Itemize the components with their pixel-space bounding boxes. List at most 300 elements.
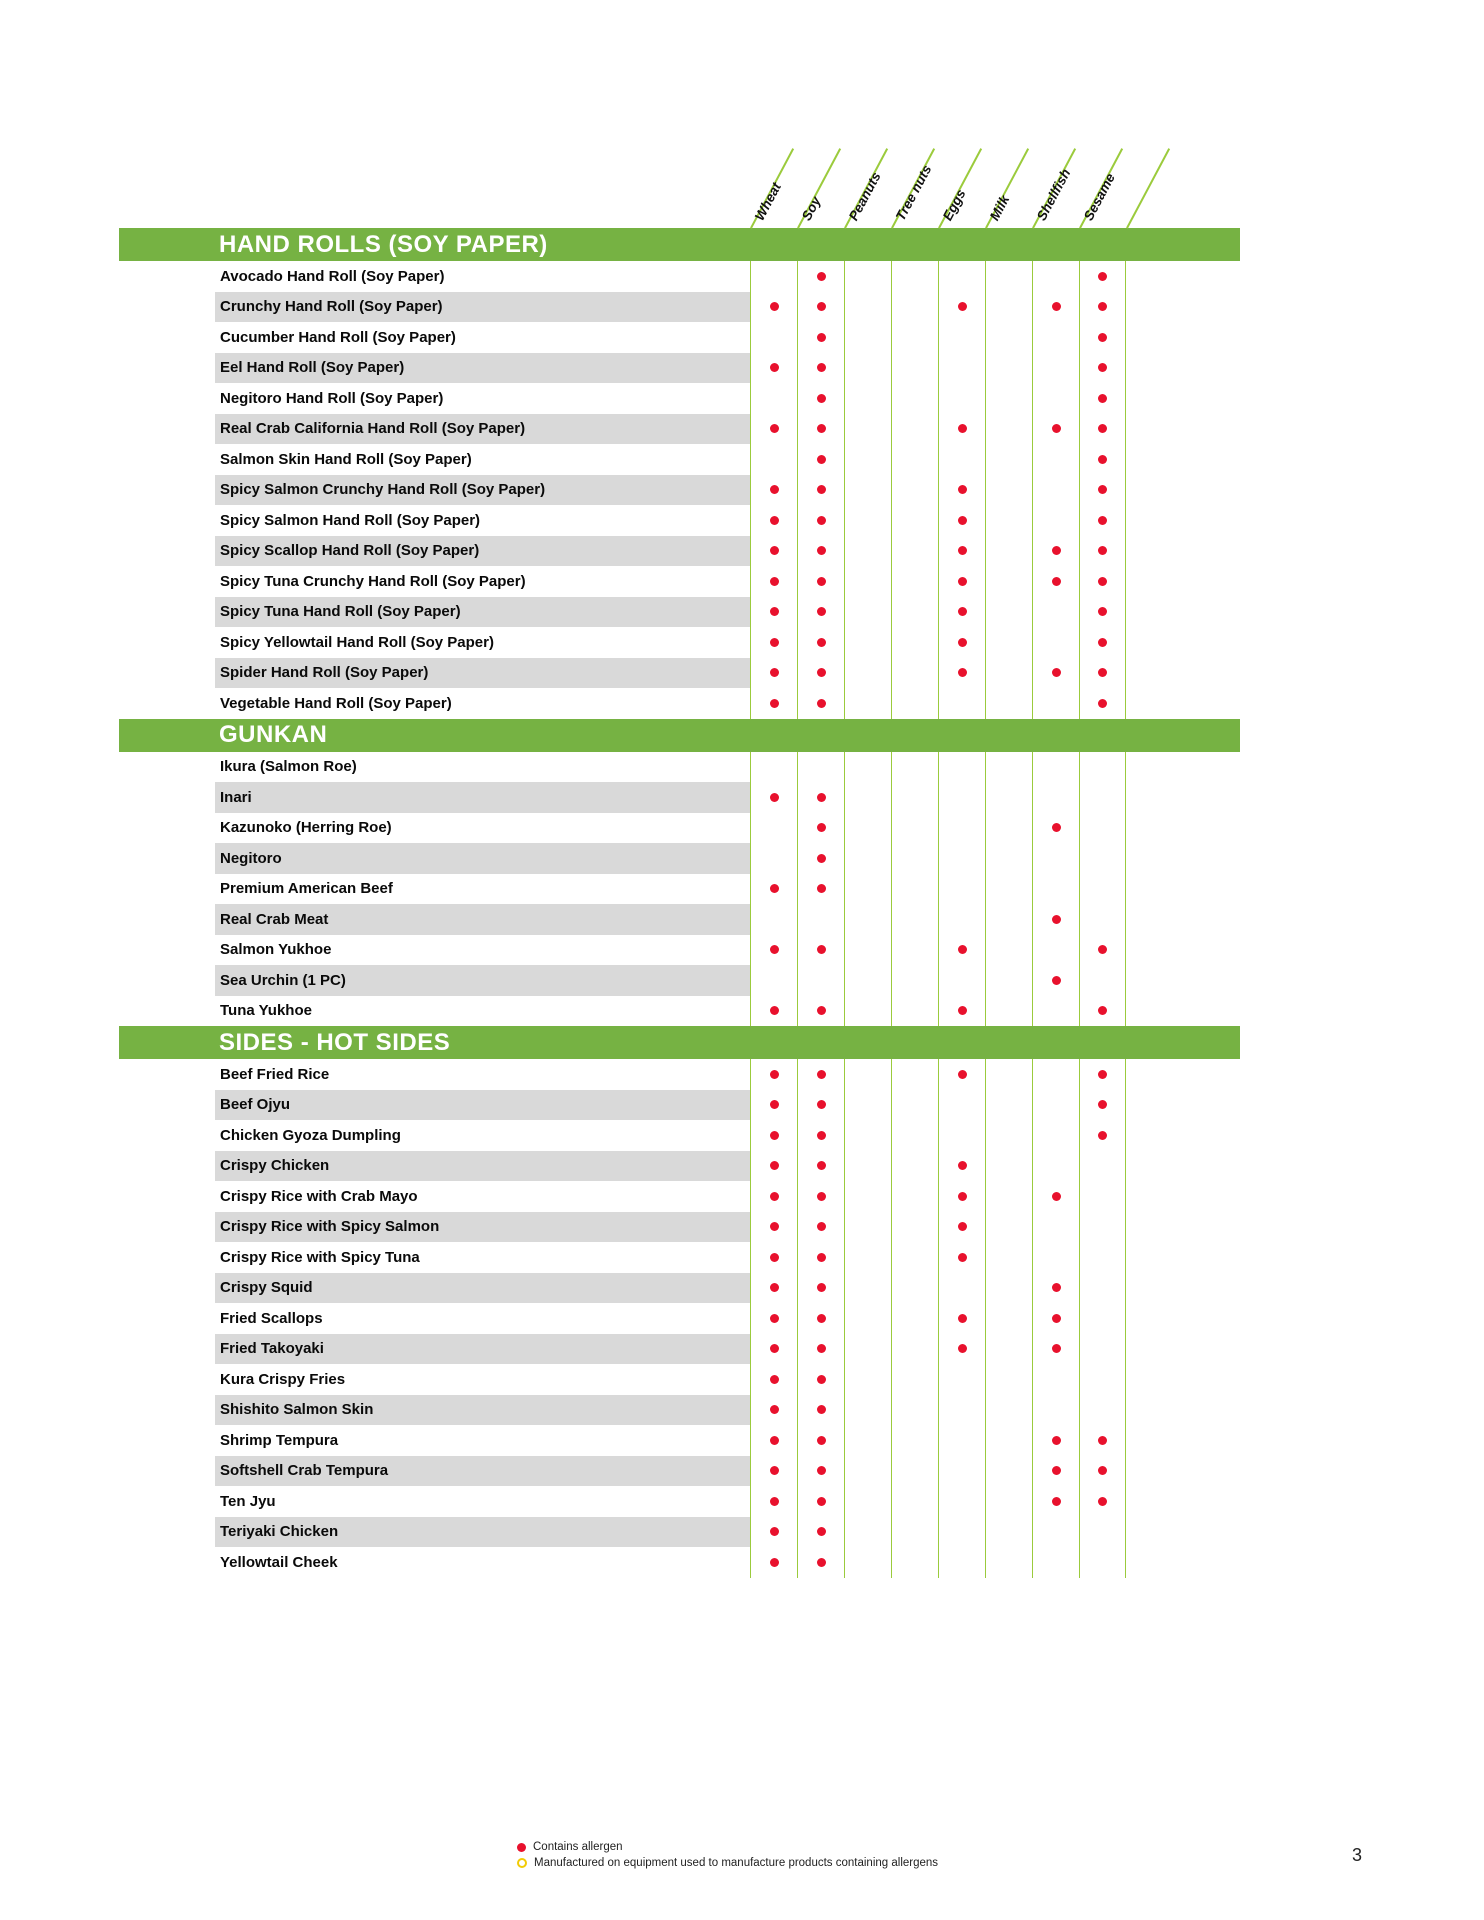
allergen-cells (750, 261, 1126, 292)
allergen-cell-milk (985, 1212, 1032, 1243)
contains-allergen-dot (1098, 638, 1107, 647)
allergen-cells (750, 1364, 1126, 1395)
allergen-cell-eggs (938, 1273, 985, 1304)
allergen-cell-wheat (750, 475, 797, 506)
allergen-cell-eggs (938, 597, 985, 628)
item-name-cell (119, 658, 750, 689)
contains-allergen-dot (958, 1253, 967, 1262)
allergen-cell-soy (797, 536, 844, 567)
allergen-cell-soy (797, 813, 844, 844)
legend-equipment-label: Manufactured on equipment used to manufacture products containing allergens (534, 1857, 939, 1869)
allergen-cell-wheat (750, 874, 797, 905)
table-row (119, 597, 1240, 628)
allergen-cell-wheat (750, 996, 797, 1027)
allergen-cell-sesame (1079, 1212, 1126, 1243)
allergen-cell-wheat (750, 1425, 797, 1456)
item-name-cell (119, 688, 750, 719)
allergen-cells (750, 292, 1126, 323)
item-name-cell (119, 353, 750, 384)
contains-allergen-dot (817, 1497, 826, 1506)
allergen-cell-wheat (750, 444, 797, 475)
allergen-cell-peanuts (844, 1486, 891, 1517)
allergen-cell-tree-nuts (891, 505, 938, 536)
item-name: Salmon Skin Hand Roll (Soy Paper) (220, 450, 472, 468)
contains-allergen-dot (770, 363, 779, 372)
allergen-cell-tree-nuts (891, 1517, 938, 1548)
allergen-cell-milk (985, 782, 1032, 813)
allergen-cell-shellfish (1032, 935, 1079, 966)
allergen-cell-tree-nuts (891, 414, 938, 445)
allergen-cell-eggs (938, 1181, 985, 1212)
allergen-cell-soy (797, 688, 844, 719)
item-name-cell (119, 904, 750, 935)
allergen-cell-shellfish (1032, 627, 1079, 658)
allergen-cells (750, 1334, 1126, 1365)
allergen-cells (750, 597, 1126, 628)
allergen-cell-wheat (750, 414, 797, 445)
allergen-cell-milk (985, 1242, 1032, 1273)
allergen-cell-eggs (938, 996, 985, 1027)
allergen-cell-tree-nuts (891, 566, 938, 597)
contains-allergen-dot (770, 485, 779, 494)
allergen-cell-soy (797, 1486, 844, 1517)
item-name: Spicy Salmon Hand Roll (Soy Paper) (220, 511, 481, 529)
allergen-cell-sesame (1079, 688, 1126, 719)
item-name-cell (119, 1059, 750, 1090)
allergen-cell-soy (797, 996, 844, 1027)
allergen-cells (750, 322, 1126, 353)
column-header-soy: Soy (798, 194, 824, 223)
allergen-cell-sesame (1079, 843, 1126, 874)
allergen-cell-shellfish (1032, 1151, 1079, 1182)
item-name-cell (119, 505, 750, 536)
allergen-cell-eggs (938, 965, 985, 996)
item-name-cell (119, 1547, 750, 1578)
allergen-cell-sesame (1079, 782, 1126, 813)
allergen-cell-shellfish (1032, 444, 1079, 475)
item-name: Crispy Rice with Spicy Tuna (220, 1248, 420, 1266)
allergen-cell-wheat (750, 1151, 797, 1182)
contains-allergen-dot (1098, 455, 1107, 464)
allergen-table (119, 130, 1240, 1578)
contains-allergen-dot (770, 1466, 779, 1475)
allergen-cell-wheat (750, 1212, 797, 1243)
allergen-cell-sesame (1079, 1181, 1126, 1212)
contains-allergen-dot (817, 363, 826, 372)
allergen-cell-eggs (938, 874, 985, 905)
allergen-cell-eggs (938, 1395, 985, 1426)
allergen-cell-shellfish (1032, 1273, 1079, 1304)
section-title: HAND ROLLS (SOY PAPER) (219, 230, 548, 258)
allergen-cell-tree-nuts (891, 935, 938, 966)
allergen-cell-eggs (938, 1364, 985, 1395)
allergen-cell-milk (985, 475, 1032, 506)
item-name-cell (119, 843, 750, 874)
allergen-cell-soy (797, 874, 844, 905)
allergen-cell-shellfish (1032, 1059, 1079, 1090)
allergen-cell-sesame (1079, 1120, 1126, 1151)
table-row (119, 1242, 1240, 1273)
contains-allergen-dot (817, 1344, 826, 1353)
allergen-cell-sesame (1079, 353, 1126, 384)
contains-allergen-dot (1098, 945, 1107, 954)
item-name-cell (119, 383, 750, 414)
allergen-cell-peanuts (844, 414, 891, 445)
allergen-cell-tree-nuts (891, 444, 938, 475)
item-name: Eel Hand Roll (Soy Paper) (215, 353, 750, 384)
table-row (119, 1303, 1240, 1334)
allergen-cell-eggs (938, 658, 985, 689)
table-row (119, 292, 1240, 323)
allergen-cell-peanuts (844, 383, 891, 414)
allergen-cell-milk (985, 292, 1032, 323)
contains-allergen-dot (770, 1436, 779, 1445)
item-name-cell (119, 444, 750, 475)
item-name-cell (119, 1395, 750, 1426)
allergen-cell-peanuts (844, 1120, 891, 1151)
allergen-cell-milk (985, 536, 1032, 567)
column-header-milk: Milk (986, 192, 1013, 223)
table-row (119, 1486, 1240, 1517)
allergen-cell-milk (985, 1120, 1032, 1151)
allergen-cell-soy (797, 566, 844, 597)
allergen-cell-peanuts (844, 566, 891, 597)
allergen-cell-shellfish (1032, 505, 1079, 536)
allergen-cell-sesame (1079, 813, 1126, 844)
item-name-cell (119, 1334, 750, 1365)
allergen-cell-eggs (938, 536, 985, 567)
allergen-cell-milk (985, 1059, 1032, 1090)
contains-allergen-dot (817, 1375, 826, 1384)
item-name: Crispy Rice with Crab Mayo (220, 1187, 418, 1205)
item-name: Crunchy Hand Roll (Soy Paper) (215, 292, 750, 323)
contains-allergen-dot (1052, 424, 1061, 433)
contains-allergen-dot (1098, 394, 1107, 403)
contains-allergen-dot (770, 1344, 779, 1353)
allergen-cell-wheat (750, 1456, 797, 1487)
allergen-cell-wheat (750, 353, 797, 384)
allergen-cell-wheat (750, 658, 797, 689)
allergen-cell-milk (985, 935, 1032, 966)
table-row (119, 782, 1240, 813)
contains-allergen-dot (1098, 668, 1107, 677)
allergen-cell-eggs (938, 1547, 985, 1578)
allergen-cells (750, 1517, 1126, 1548)
allergen-cells (750, 658, 1126, 689)
item-name: Premium American Beef (220, 880, 393, 898)
contains-allergen-dot (1098, 302, 1107, 311)
allergen-cell-wheat (750, 1303, 797, 1334)
item-name-cell (119, 322, 750, 353)
allergen-cell-tree-nuts (891, 843, 938, 874)
allergen-cell-sesame (1079, 444, 1126, 475)
allergen-cell-shellfish (1032, 688, 1079, 719)
allergen-cell-milk (985, 843, 1032, 874)
allergen-cell-tree-nuts (891, 1242, 938, 1273)
table-row (119, 935, 1240, 966)
allergen-cell-tree-nuts (891, 965, 938, 996)
allergen-cell-wheat (750, 1517, 797, 1548)
contains-allergen-dot (817, 546, 826, 555)
allergen-cell-eggs (938, 1151, 985, 1182)
contains-allergen-dot (817, 1314, 826, 1323)
allergen-cells (750, 935, 1126, 966)
column-header-eggs: Eggs (939, 186, 969, 223)
allergen-cell-peanuts (844, 1425, 891, 1456)
allergen-cell-milk (985, 996, 1032, 1027)
item-name-cell (119, 1486, 750, 1517)
contains-allergen-dot (958, 424, 967, 433)
contains-allergen-dot (770, 1222, 779, 1231)
contains-allergen-dot (817, 1222, 826, 1231)
section-title: SIDES - HOT SIDES (219, 1028, 451, 1056)
allergen-cell-soy (797, 1090, 844, 1121)
item-name: Spicy Tuna Hand Roll (Soy Paper) (215, 597, 750, 628)
allergen-cells (750, 1242, 1126, 1273)
allergen-cell-milk (985, 261, 1032, 292)
contains-allergen-dot (770, 884, 779, 893)
contains-allergen-dot (958, 577, 967, 586)
allergen-cell-eggs (938, 475, 985, 506)
allergen-cell-tree-nuts (891, 475, 938, 506)
allergen-cells (750, 566, 1126, 597)
allergen-cell-wheat (750, 965, 797, 996)
allergen-cells (750, 1090, 1126, 1121)
contains-allergen-dot (817, 793, 826, 802)
table-row (119, 1090, 1240, 1121)
allergen-cell-wheat (750, 1181, 797, 1212)
allergen-cell-tree-nuts (891, 813, 938, 844)
allergen-cell-wheat (750, 1273, 797, 1304)
allergen-cell-sesame (1079, 1151, 1126, 1182)
table-row (119, 383, 1240, 414)
allergen-cell-eggs (938, 1212, 985, 1243)
allergen-cell-soy (797, 1425, 844, 1456)
allergen-cell-peanuts (844, 536, 891, 567)
item-name-cell (119, 414, 750, 445)
contains-allergen-dot (770, 945, 779, 954)
item-name: Avocado Hand Roll (Soy Paper) (220, 267, 445, 285)
item-name-cell (119, 1120, 750, 1151)
allergen-cell-peanuts (844, 1242, 891, 1273)
table-row (119, 1456, 1240, 1487)
allergen-cells (750, 475, 1126, 506)
item-name: Spicy Scallop Hand Roll (Soy Paper) (215, 536, 750, 567)
table-row (119, 261, 1240, 292)
allergen-cell-eggs (938, 1425, 985, 1456)
allergen-cell-sesame (1079, 935, 1126, 966)
table-row (119, 1181, 1240, 1212)
allergen-cell-eggs (938, 752, 985, 783)
item-name: Chicken Gyoza Dumpling (220, 1126, 401, 1144)
allergen-cell-eggs (938, 1334, 985, 1365)
allergen-cell-shellfish (1032, 996, 1079, 1027)
table-row (119, 322, 1240, 353)
allergen-cell-milk (985, 1456, 1032, 1487)
allergen-cell-sesame (1079, 505, 1126, 536)
table-row (119, 1212, 1240, 1243)
contains-allergen-dot (817, 485, 826, 494)
item-name-cell (119, 627, 750, 658)
contains-allergen-dot (770, 793, 779, 802)
contains-allergen-dot (1098, 1466, 1107, 1475)
contains-allergen-dot (1098, 607, 1107, 616)
item-name: Fried Takoyaki (215, 1334, 750, 1365)
table-row (119, 965, 1240, 996)
contains-allergen-dot (1052, 546, 1061, 555)
table-row (119, 414, 1240, 445)
table-row (119, 475, 1240, 506)
table-row (119, 1120, 1240, 1151)
section-header-gunkan (119, 719, 1240, 752)
table-row (119, 1395, 1240, 1426)
legend-equipment (517, 1857, 938, 1869)
contains-allergen-dot (1098, 1100, 1107, 1109)
item-name: Vegetable Hand Roll (Soy Paper) (220, 694, 452, 712)
contains-allergen-dot (1098, 333, 1107, 342)
allergen-cell-sesame (1079, 996, 1126, 1027)
contains-allergen-dot (958, 668, 967, 677)
table-row (119, 1425, 1240, 1456)
allergen-cell-soy (797, 965, 844, 996)
table-row (119, 843, 1240, 874)
contains-allergen-dot (817, 945, 826, 954)
contains-allergen-dot (817, 1405, 826, 1414)
allergen-cell-eggs (938, 935, 985, 966)
allergen-cell-milk (985, 1486, 1032, 1517)
allergen-cell-milk (985, 1395, 1032, 1426)
legend-contains-allergen (517, 1841, 938, 1853)
contains-allergen-dot (770, 1192, 779, 1201)
allergen-cell-milk (985, 752, 1032, 783)
allergen-cell-peanuts (844, 1456, 891, 1487)
item-name: Teriyaki Chicken (215, 1517, 750, 1548)
contains-allergen-dot (770, 424, 779, 433)
allergen-cell-shellfish (1032, 1090, 1079, 1121)
contains-allergen-dot (817, 516, 826, 525)
allergen-cells (750, 1456, 1126, 1487)
allergen-cell-eggs (938, 1059, 985, 1090)
item-name: Real Crab Meat (215, 904, 750, 935)
allergen-cell-shellfish (1032, 1212, 1079, 1243)
allergen-cells (750, 414, 1126, 445)
allergen-cell-sesame (1079, 1517, 1126, 1548)
allergen-cell-peanuts (844, 1334, 891, 1365)
contains-allergen-dot (817, 1466, 826, 1475)
contains-allergen-dot (1098, 363, 1107, 372)
allergen-cell-shellfish (1032, 414, 1079, 445)
allergen-cell-wheat (750, 1547, 797, 1578)
contains-allergen-dot (817, 1253, 826, 1262)
allergen-cell-soy (797, 935, 844, 966)
allergen-cell-eggs (938, 505, 985, 536)
contains-allergen-dot (817, 1558, 826, 1567)
allergen-cell-soy (797, 475, 844, 506)
allergen-cell-eggs (938, 1120, 985, 1151)
allergen-cell-wheat (750, 782, 797, 813)
contains-allergen-dot (958, 1006, 967, 1015)
allergen-cell-peanuts (844, 261, 891, 292)
allergen-cell-shellfish (1032, 1303, 1079, 1334)
contains-allergen-dot (770, 638, 779, 647)
allergen-cell-peanuts (844, 935, 891, 966)
allergen-cell-shellfish (1032, 658, 1079, 689)
allergen-cell-eggs (938, 353, 985, 384)
contains-allergen-dot (1052, 823, 1061, 832)
allergen-cell-tree-nuts (891, 1486, 938, 1517)
allergen-cell-shellfish (1032, 1242, 1079, 1273)
allergen-cell-tree-nuts (891, 261, 938, 292)
allergen-cell-soy (797, 353, 844, 384)
allergen-cell-soy (797, 904, 844, 935)
allergen-cell-shellfish (1032, 292, 1079, 323)
allergen-cell-milk (985, 688, 1032, 719)
contains-allergen-dot (1052, 302, 1061, 311)
allergen-cell-shellfish (1032, 752, 1079, 783)
contains-allergen-dot (770, 1006, 779, 1015)
allergen-cell-tree-nuts (891, 752, 938, 783)
contains-allergen-dot (1098, 1497, 1107, 1506)
allergen-cell-tree-nuts (891, 292, 938, 323)
allergen-cell-peanuts (844, 1364, 891, 1395)
allergen-cell-tree-nuts (891, 353, 938, 384)
table-row (119, 1334, 1240, 1365)
contains-allergen-dot (1098, 577, 1107, 586)
item-name: Shishito Salmon Skin (215, 1395, 750, 1426)
contains-allergen-dot (1098, 424, 1107, 433)
allergen-cells (750, 813, 1126, 844)
contains-allergen-dot (1052, 577, 1061, 586)
allergen-cell-milk (985, 597, 1032, 628)
allergen-cell-soy (797, 1212, 844, 1243)
allergen-cell-soy (797, 444, 844, 475)
allergen-cell-peanuts (844, 322, 891, 353)
allergen-cell-tree-nuts (891, 1334, 938, 1365)
contains-allergen-dot (817, 668, 826, 677)
allergen-cell-wheat (750, 1090, 797, 1121)
allergen-cell-wheat (750, 383, 797, 414)
table-row (119, 505, 1240, 536)
allergen-cell-sesame (1079, 475, 1126, 506)
allergen-table-body (119, 228, 1240, 1578)
item-name-cell (119, 597, 750, 628)
item-name-cell (119, 1303, 750, 1334)
allergen-cell-soy (797, 383, 844, 414)
item-name: Real Crab California Hand Roll (Soy Paper) (215, 414, 750, 445)
allergen-cell-sesame (1079, 536, 1126, 567)
allergen-cell-soy (797, 292, 844, 323)
allergen-cell-sesame (1079, 1395, 1126, 1426)
allergen-cells (750, 1181, 1126, 1212)
allergen-cells (750, 627, 1126, 658)
contains-allergen-dot (817, 1436, 826, 1445)
item-name: Spicy Tuna Crunchy Hand Roll (Soy Paper) (220, 572, 526, 590)
allergen-cell-soy (797, 1364, 844, 1395)
item-name: Crispy Squid (215, 1273, 750, 1304)
table-row (119, 658, 1240, 689)
allergen-cell-tree-nuts (891, 536, 938, 567)
contains-allergen-dot (817, 1161, 826, 1170)
table-row (119, 904, 1240, 935)
allergen-cell-shellfish (1032, 1334, 1079, 1365)
allergen-cell-soy (797, 1547, 844, 1578)
item-name-cell (119, 1212, 750, 1243)
allergen-cell-peanuts (844, 782, 891, 813)
allergen-cell-peanuts (844, 475, 891, 506)
allergen-cell-milk (985, 414, 1032, 445)
allergen-cell-sesame (1079, 1425, 1126, 1456)
contains-allergen-dot (817, 424, 826, 433)
